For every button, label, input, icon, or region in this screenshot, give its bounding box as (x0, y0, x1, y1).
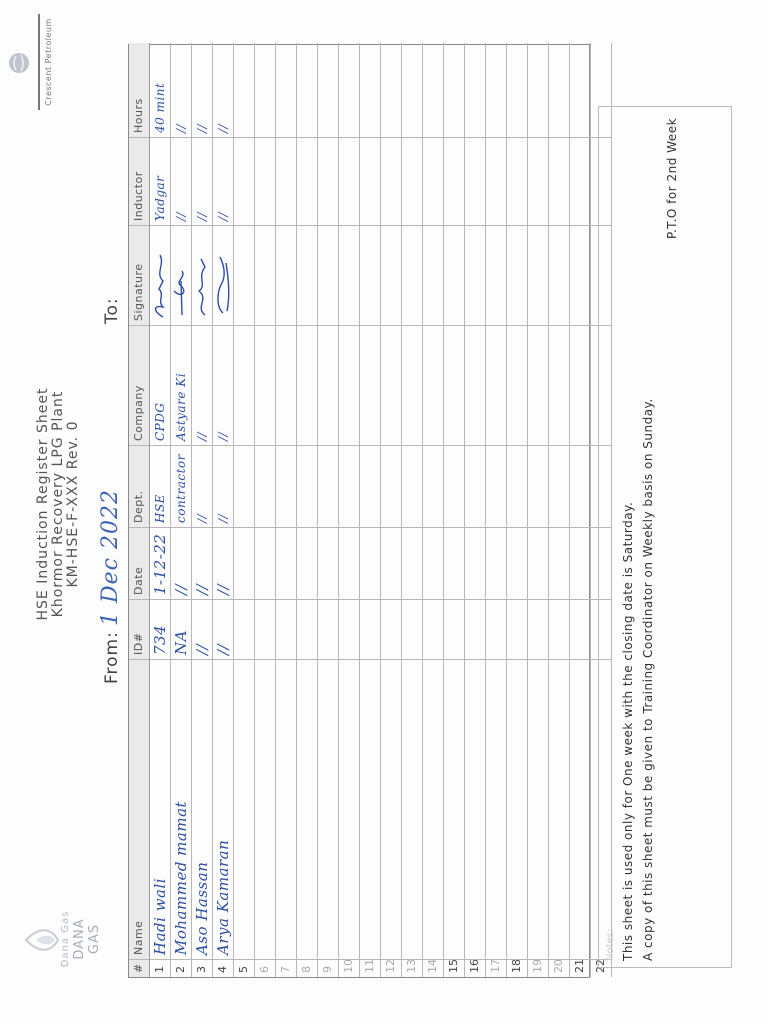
company-cell (507, 325, 527, 445)
hours-cell (402, 43, 422, 137)
logo-left-line1: Dana Gas (60, 910, 71, 968)
row-number: 4 (213, 959, 233, 977)
date-cell (423, 527, 443, 599)
logo-left-line2: DANA GAS (72, 918, 102, 960)
company-cell (549, 325, 569, 445)
signature-cell (486, 225, 506, 325)
company-cell (402, 325, 422, 445)
hours-cell (360, 43, 380, 137)
name-cell (297, 659, 317, 959)
date-cell (486, 527, 506, 599)
date-cell (549, 527, 569, 599)
inductor-cell (276, 137, 296, 225)
dept-cell (255, 445, 275, 527)
id-cell (444, 599, 464, 659)
globe-logo-icon (8, 52, 30, 74)
table-row (507, 43, 528, 977)
id-cell (402, 599, 422, 659)
name-cell (381, 659, 401, 959)
dept-cell (381, 445, 401, 527)
note-line-2: A copy of this sheet must be given to Training Coordinator on Weekly basis on Sunday. (641, 398, 655, 961)
row-number: 16 (465, 959, 485, 977)
id-cell (381, 599, 401, 659)
note-line-1: This sheet is used only for One week with the closing date is Saturday. (621, 501, 635, 961)
inductor-cell (465, 137, 485, 225)
crescent-petroleum-logo (8, 12, 68, 112)
signature-cell (276, 225, 296, 325)
logo-right-text: Crescent Petroleum (44, 18, 53, 106)
row-number: 9 (318, 959, 338, 977)
name-cell (570, 659, 590, 959)
row-number: 20 (549, 959, 569, 977)
inductor-cell (507, 137, 527, 225)
table-row (171, 43, 192, 977)
table-row (297, 43, 318, 977)
id-cell (528, 599, 548, 659)
hours-cell (234, 43, 254, 137)
company-cell (444, 325, 464, 445)
id-cell (423, 599, 443, 659)
inductor-cell (549, 137, 569, 225)
form-code: KM-HSE-F-XXX Rev. 0 (65, 420, 81, 588)
handwritten-signature (172, 251, 190, 321)
inductor-cell (255, 137, 275, 225)
pto-note: P.T.O for 2nd Week (665, 117, 679, 239)
table-row (465, 43, 486, 977)
row-number: 22 (591, 959, 611, 977)
date-cell: // (171, 527, 191, 599)
dept-cell (360, 445, 380, 527)
signature-cell (549, 225, 569, 325)
company-cell: // (213, 325, 233, 445)
table-row (255, 43, 276, 977)
company-cell (360, 325, 380, 445)
id-cell: // (213, 599, 233, 659)
inductor-cell (339, 137, 359, 225)
column-header-id: ID# (129, 599, 149, 659)
row-number: 11 (360, 959, 380, 977)
name-cell (276, 659, 296, 959)
id-cell (507, 599, 527, 659)
hours-cell (444, 43, 464, 137)
id-cell: // (192, 599, 212, 659)
company-cell (423, 325, 443, 445)
hours-cell (339, 43, 359, 137)
hours-cell (528, 43, 548, 137)
signature-cell (444, 225, 464, 325)
name-cell: Arya Kamaran (213, 659, 233, 959)
signature-cell (465, 225, 485, 325)
table-row (276, 43, 297, 977)
dept-cell (570, 445, 590, 527)
table-row (213, 43, 234, 977)
row-number: 19 (528, 959, 548, 977)
name-cell (318, 659, 338, 959)
signature-cell (234, 225, 254, 325)
table-row (486, 43, 507, 977)
dept-cell (465, 445, 485, 527)
signature-cell (192, 225, 212, 325)
hours-cell: // (216, 123, 230, 133)
date-cell: // (192, 527, 212, 599)
inductor-cell: // (171, 137, 191, 225)
id-cell (360, 599, 380, 659)
name-cell (444, 659, 464, 959)
row-number: 18 (507, 959, 527, 977)
id-cell: NA (171, 599, 191, 659)
signature-cell (150, 225, 170, 325)
date-cell (339, 527, 359, 599)
hours-cell (255, 43, 275, 137)
name-cell (255, 659, 275, 959)
date-cell (444, 527, 464, 599)
row-number: 5 (234, 959, 254, 977)
row-number: 21 (570, 959, 590, 977)
row-number: 7 (276, 959, 296, 977)
hours-cell (549, 43, 569, 137)
name-cell (528, 659, 548, 959)
table-row (234, 43, 255, 977)
handwritten-signature (151, 251, 169, 321)
page-title: HSE Induction Register Sheet (35, 387, 51, 621)
column-header-hours: Hours (132, 98, 145, 133)
row-number: 1 (150, 959, 170, 977)
signature-cell (171, 225, 191, 325)
hours-cell (423, 43, 443, 137)
table-row (360, 43, 381, 977)
inductor-cell (486, 137, 506, 225)
id-cell (234, 599, 254, 659)
date-cell (255, 527, 275, 599)
date-cell (465, 527, 485, 599)
company-cell: // (192, 325, 212, 445)
from-value: 1 Dec 2022 (98, 489, 123, 626)
row-number: 2 (171, 959, 191, 977)
row-number: 12 (381, 959, 401, 977)
inductor-cell (381, 137, 401, 225)
id-cell (486, 599, 506, 659)
table-row (570, 43, 591, 977)
row-number: 15 (444, 959, 464, 977)
table-row (339, 43, 360, 977)
column-header-company: Company (129, 325, 149, 445)
inductor-cell (444, 137, 464, 225)
row-number: 3 (192, 959, 212, 977)
name-cell (423, 659, 443, 959)
company-cell: CPDG (150, 325, 170, 445)
date-cell (507, 527, 527, 599)
hours-cell (318, 43, 338, 137)
to-label: To: (102, 297, 122, 324)
date-cell (528, 527, 548, 599)
company-cell (297, 325, 317, 445)
notes-box (598, 106, 732, 968)
table-row (528, 43, 549, 977)
dept-cell (549, 445, 569, 527)
inductor-cell (528, 137, 548, 225)
signature-cell (339, 225, 359, 325)
table-row (318, 43, 339, 977)
hours-cell (507, 43, 527, 137)
inductor-cell (360, 137, 380, 225)
table-row (150, 43, 171, 977)
dept-cell (276, 445, 296, 527)
dept-cell (339, 445, 359, 527)
row-number: 13 (402, 959, 422, 977)
id-cell (318, 599, 338, 659)
inductor-cell (318, 137, 338, 225)
column-header-dept: Dept. (129, 445, 149, 527)
date-cell (234, 527, 254, 599)
row-number: 10 (339, 959, 359, 977)
inductor-cell (570, 137, 590, 225)
signature-cell (423, 225, 443, 325)
dept-cell: // (213, 445, 233, 527)
hours-cell (297, 43, 317, 137)
company-cell (528, 325, 548, 445)
signature-cell (318, 225, 338, 325)
date-cell: // (213, 527, 233, 599)
company-cell (276, 325, 296, 445)
hours-cell (381, 43, 401, 137)
hours-cell (276, 43, 296, 137)
name-cell (234, 659, 254, 959)
column-header-signature: Signature (129, 225, 149, 325)
signature-cell (381, 225, 401, 325)
inductor-cell (402, 137, 422, 225)
id-cell (276, 599, 296, 659)
signature-cell (255, 225, 275, 325)
flame-logo-icon (24, 918, 60, 962)
table-row (381, 43, 402, 977)
dept-cell (444, 445, 464, 527)
company-cell (381, 325, 401, 445)
logo-divider (38, 14, 40, 110)
dept-cell: // (192, 445, 212, 527)
name-cell (507, 659, 527, 959)
signature-cell (528, 225, 548, 325)
hours-cell (486, 43, 506, 137)
inductor-cell: // (213, 137, 233, 225)
date-cell (297, 527, 317, 599)
id-cell (570, 599, 590, 659)
name-cell (486, 659, 506, 959)
company-cell (486, 325, 506, 445)
name-cell (339, 659, 359, 959)
date-cell: 1-12-22 (150, 527, 170, 599)
column-header-name: Name (129, 659, 149, 959)
signature-cell (360, 225, 380, 325)
hours-cell: 40 mint (153, 82, 167, 133)
name-cell: Mohammed mamat (171, 659, 191, 959)
company-cell (318, 325, 338, 445)
name-cell (402, 659, 422, 959)
dept-cell: contractor (171, 445, 191, 527)
hours-cell: // (195, 123, 209, 133)
date-cell (318, 527, 338, 599)
name-cell (465, 659, 485, 959)
company-cell (234, 325, 254, 445)
company-cell (465, 325, 485, 445)
id-cell: 734 (150, 599, 170, 659)
name-cell: Aso Hassan (192, 659, 212, 959)
dept-cell (318, 445, 338, 527)
name-cell (549, 659, 569, 959)
id-cell (339, 599, 359, 659)
dept-cell (423, 445, 443, 527)
signature-cell (570, 225, 590, 325)
row-number: 14 (423, 959, 443, 977)
induction-table (128, 44, 607, 978)
dept-cell (486, 445, 506, 527)
inductor-cell (297, 137, 317, 225)
inductor-cell (423, 137, 443, 225)
hours-cell (465, 43, 485, 137)
name-cell: Hadi wali (150, 659, 170, 959)
signature-cell (402, 225, 422, 325)
hours-cell (570, 43, 590, 137)
date-cell (570, 527, 590, 599)
column-header-date: Date (129, 527, 149, 599)
signature-cell (507, 225, 527, 325)
dept-cell: HSE (150, 445, 170, 527)
row-number: 6 (255, 959, 275, 977)
handwritten-signature (214, 251, 232, 321)
table-row (549, 43, 570, 977)
date-cell (276, 527, 296, 599)
date-cell (360, 527, 380, 599)
id-cell (465, 599, 485, 659)
name-cell (360, 659, 380, 959)
id-cell (549, 599, 569, 659)
company-cell: Astyare Ki (171, 325, 191, 445)
dept-cell (297, 445, 317, 527)
table-row (192, 43, 213, 977)
from-label: From: (102, 631, 122, 684)
dept-cell (234, 445, 254, 527)
signature-cell (213, 225, 233, 325)
dept-cell (507, 445, 527, 527)
row-number: 8 (297, 959, 317, 977)
row-number: 17 (486, 959, 506, 977)
column-header-inductor: Inductor (129, 137, 149, 225)
signature-cell (297, 225, 317, 325)
hours-cell: // (174, 123, 188, 133)
id-cell (255, 599, 275, 659)
date-cell (381, 527, 401, 599)
inductor-cell: // (192, 137, 212, 225)
inductor-cell: Yadgar (150, 137, 170, 225)
notes-heading: Notes: (605, 928, 616, 961)
company-cell (570, 325, 590, 445)
dana-gas-logo (20, 904, 102, 974)
plant-name: Khormor Recovery LPG Plant (50, 390, 66, 618)
column-header-num: # (129, 959, 149, 977)
table-header-row (129, 43, 150, 977)
id-cell (297, 599, 317, 659)
date-cell (402, 527, 422, 599)
dept-cell (402, 445, 422, 527)
date-range (98, 84, 128, 684)
table-row (423, 43, 444, 977)
sheet-titles (36, 264, 81, 744)
company-cell (255, 325, 275, 445)
company-cell (339, 325, 359, 445)
handwritten-signature (193, 251, 211, 321)
table-row (444, 43, 465, 977)
dept-cell (528, 445, 548, 527)
table-row (402, 43, 423, 977)
inductor-cell (234, 137, 254, 225)
